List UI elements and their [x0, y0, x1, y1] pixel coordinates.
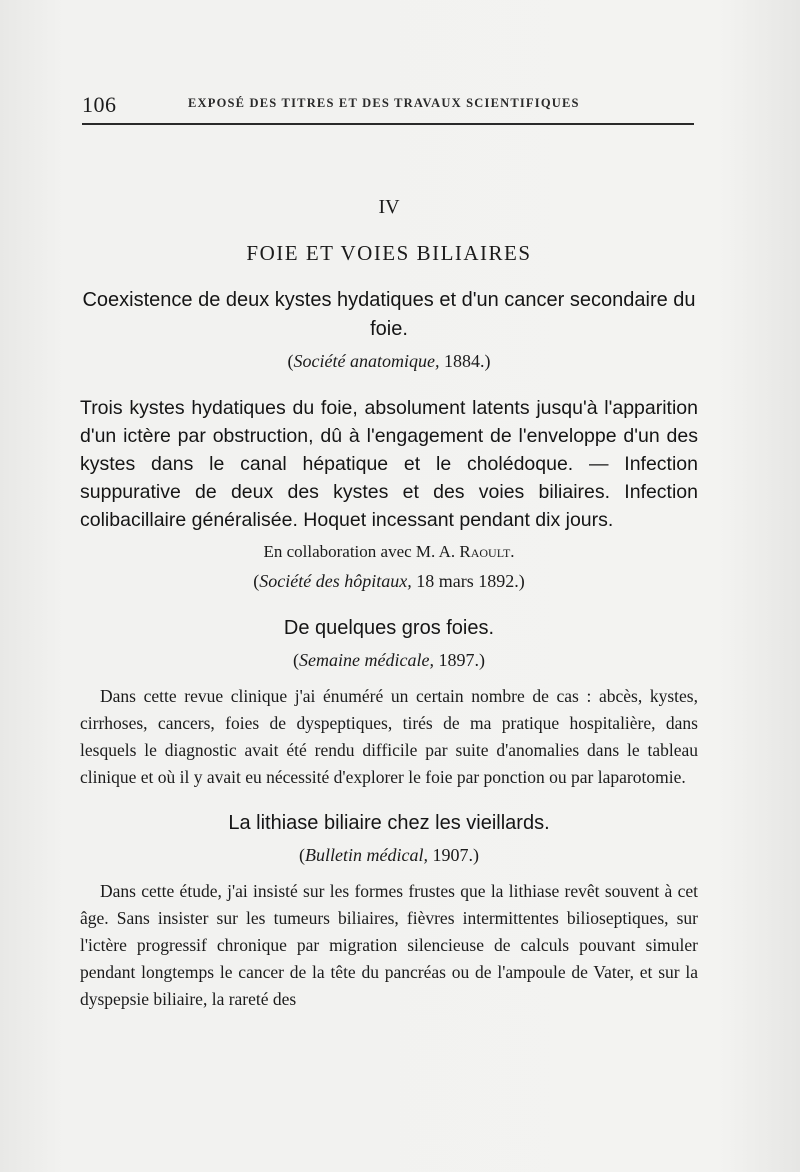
header-rule [82, 123, 694, 125]
citation-date: 1897. [433, 650, 479, 670]
page-content [80, 196, 698, 1013]
collab-suffix: . [510, 542, 515, 561]
article-title: La lithiase biliaire chez les vieillards. [228, 812, 550, 834]
citation-source: Société des hôpitaux, [259, 571, 412, 591]
article-title: Coexistence de deux kystes hydatiques et d'un cancer secondaire du foie. [82, 289, 696, 340]
section-title: FOIE ET VOIES BILIAIRES [246, 241, 532, 265]
article-citation: (Société anatomique, 1884.) [287, 351, 491, 371]
article-title: De quelques gros foies. [283, 617, 495, 639]
page-number: 106 [82, 92, 117, 117]
citation-date: 1907. [427, 845, 473, 865]
collab-prefix: En collaboration avec M. A. [263, 542, 460, 561]
collab-name: Raoult [459, 542, 511, 561]
running-head: EXPOSÉ DES TITRES ET DES TRAVAUX SCIENTIFIQUES [188, 96, 580, 110]
citation-source: Bulletin médical, [305, 845, 428, 865]
section-numeral: IV [378, 196, 400, 218]
article-citation: (Bulletin médical, 1907.) [299, 845, 479, 865]
article-citation: (Semaine médicale, 1897.) [293, 650, 485, 670]
article-body: Dans cette revue clinique j'ai énuméré un certain nombre de cas : abcès, kystes, cirrhoses, cancers, foies de dyspeptiques, tirés de ma pratique hospitalière, dans lesquels le diagnostic avait été rendu difficile par suite d'anomalies dans le tableau clinique et où il y avait eu nécessité d'explorer le foie par ponction ou par laparotomie. [80, 686, 698, 787]
citation-date: 18 mars 1892. [411, 571, 519, 591]
article-citation: (Société des hôpitaux, 18 mars 1892.) [253, 571, 525, 591]
citation-date: 1884. [439, 351, 485, 371]
article-abstract: Trois kystes hydatiques du foie, absolument latents jusqu'à l'apparition d'un ictère par obstruction, dû à l'engagement de l'enveloppe d'un des kystes dans le canal hépatique et le cholédoque. — Infection suppurative de deux des kystes et des voies biliaires. Infection colibacillaire généralisée. Hoquet incessant pendant dix jours. [80, 397, 698, 531]
page-header [82, 92, 694, 116]
collaboration-note [80, 540, 698, 564]
article-body: Dans cette étude, j'ai insisté sur les formes frustes que la lithiase revêt souvent à cet âge. Sans insister sur les tumeurs biliaires, fièvres intermittentes bilioseptiques, sur l'ictère progressif chronique par migration silencieuse de calculs pouvant simuler pendant longtemps le cancer de la tête du pancréas ou de l'ampoule de Vater, et sur la dyspepsie biliaire, la rareté des [80, 881, 698, 1009]
citation-source: Société anatomique, [293, 351, 440, 371]
citation-source: Semaine médicale, [299, 650, 434, 670]
